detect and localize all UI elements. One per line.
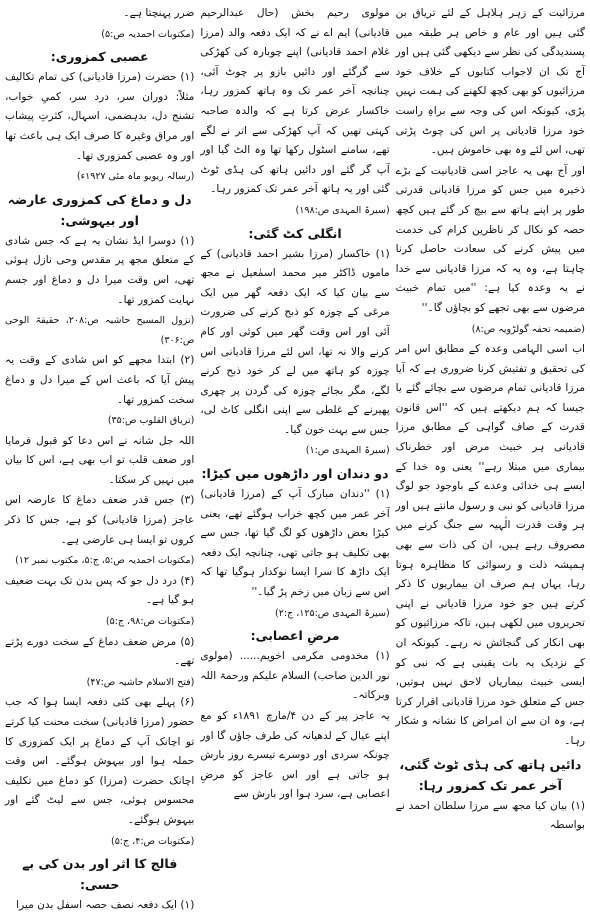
section-heading: فالج کا اثر اور بدن کی بے حسی: [22,856,178,893]
paragraph: (۱) بیان کیا مجھ سے مرزا سلطان احمد نے بواسطہ [395,799,585,832]
paragraph: (۲) ابتدا مجھے کو اس شادی کے وقت یہ پیش آیا کہ باعث اس کے میرا دل و دماغ سخت کمزور تھا۔ [5,354,195,406]
paragraph: (۱) ''دندان مبارک آپ کے (مرزا قادیانی) آخر عمر میں کچھ خراب ہوگئے تھے، یعنی کیڑا بعض داڑھوں کو لگ گیا تھا، جس سے بھی تکلیف ہو جاتی تھی، چنانچہ ایک دفعہ ایک داڑھ کا سرا ایسا نوکدار ہوگیا تھا کہ اس سے زبان میں زخم پڑ گیا۔'' [200,488,390,599]
citation-reference: (سیرۃ المہدی ص:۱۲۵، ج:۲) [275,607,390,619]
section-heading: دائیں ہاتھ کی ہڈی ٹوٹ گئی، آخر عمر تک کمزور رہا: [399,756,582,793]
citation-reference: (نزول المسیح حاشیہ ص:۲۰۸، حقیقۃ الوحی ص:۳۰۶) [5,315,195,346]
paragraph: اللہ جل شانہ نے اس دعا کو قبول فرمایا اور ضعف قلب تو اب بھی ہے، اس کا بیان میں نہیں کر سکتا۔ [5,434,195,486]
paragraph: (۱) حضرت (مرزا قادیانی) کی تمام تکالیف مثلاً: دوران سر، درد سر، کمیِ خواب، تشنج دل، بدہضمی، اسہال، کثرتِ پیشاب اور مراق وغیرہ کا صرف ایک ہی باعث تھا اور وہ عصبی کمزوری تھا۔ [5,71,195,162]
citation-reference: (مکتوبات ص:۹۸، ج:۵) [105,616,195,628]
citation-reference: (فتح الاسلام حاشیہ ص:۴۷) [86,676,195,688]
section-heading: عصبی کمزوری: [50,49,149,65]
citation-reference: (مکتوبات ص:۴، ج:۵) [110,835,195,847]
paragraph: (۴) درد دل جو کہ پس بدن تک بہت ضعیف ہو گیا ہے۔ [5,574,195,607]
paragraph: (۵) مرض ضعف دماغ کے سخت دورے پڑتے تھے۔ [5,635,195,668]
text-column-right [395,4,585,832]
citation-reference: (سیرۃ المہدی ص:۱۹۸) [295,204,390,216]
paragraph: اور آج بھی یہ عاجز اسی قادیانیت کے بڑے ذخیرہ میں جس کو مرزا قادیانی قدرتی طور پر اپنے ہاتھ سے بیچ کر گئے ہیں کچھ حصہ کو نکال کر ناظرین کرام کی خدمت میں پیش کرنے کی سعادت حاصل کرنا چاہتا ہے، وہ یہ کہ مرزا قادیانی سے خدا نے یہ وعدہ کیا ہے: ''میں تمام خبیث مرضوں سے بھی تجھے کو بچاؤں گا۔'' [395,164,585,314]
paragraph: یہ عاجز پیر کے دن ۴/مارچ ۱۸۹۱ء کو مع اپنے عیال کے لدھیانہ کی طرف جاؤں گا اور چونکہ سردی اور دوسرے تیسرے روز بارش ہو جاتی ہے اور اس عاجز کو مرضِ اعصابی ہے، سرد ہوا اور بارش سے [200,710,390,801]
paragraph: ضرر پہنچتا ہے۔ [123,7,195,19]
paragraph: مولوی رحیم بخش (حال عبدالرحیم قادیانی) ایم اے نے کہ ایک دفعہ والد (مرزا غلام احمد قادیانی) اپنے چوبارہ کی کھڑکی سے گرگئے اور دائیں بازو پر چوٹ آئی، چنانچہ آخر عمر تک وہ ہاتھ کمزور رہا، خاکسار عرض کرتا ہے کہ والدہ صاحبہ کہتی تھیں کہ آپ کھڑکی سے اتر نے لگے تھے، سامنے اسٹول رکھا تھا وہ الٹ گیا اور آپ گر گئے اور دائیں ہاتھ کی ہڈی ٹوٹ گئی اور یہ ہاتھ آخر عمر تک کمزور رہا۔ [200,7,390,196]
paragraph: (۱) مخدومی مکرمی اخویم...... (مولوی نور الدین صاحب) السلام علیکم ورحمۃ اللہ وبرکاتہ۔ [200,650,390,702]
section-heading: دو دندان اور داڑھوں میں کیڑا: [201,466,389,482]
paragraph: (۳) جس قدر ضعف دماغ کا عارضہ اس عاجز (مرزا قادیانی) کو ہے، جس کا ذکر کروں تو ایسا ہی عارضی ہے۔ [5,494,195,546]
text-column-left [5,4,195,912]
paragraph: (۱) خاکسار (مرزا بشیر احمد قادیانی) کے ماموں ڈاکٹر میر محمد اسمٰعیل نے مجھ سے بیان کیا کہ ایک دفعہ گھر میں ایک مرغی کے چوزہ کو ذبح کرنے کی ضرورت آئی اور اس وقت گھر میں کوئی اور کام کرنے والا نہ تھا، اس لئے مرزا قادیانی اس چوزہ کو ہاتھ میں لے کر خود ذبح کرنے لگے، مگر بجائے چوزہ کی گردن پر چھری پھیرنے کے غلطی سے اپنی انگلی کاٹ لی، جس سے بہت خون گیا۔ [200,247,390,436]
paragraph: (۱) ایک دفعہ نصف حصہ اسفل بدن میرا [16,899,195,912]
paragraph: اب اسی الہامی وعدہ کے مطابق اس امر کی تحقیق و تفتیش کرنا ضروری ہے کہ آیا مرزا قادیانی تمام مرضوں سے بچائے گئے یا جیسا کہ ہم دیکھتے ہیں کہ ''اس قانون قدرت کے صاف گواہی کے مطابق مرزا قادیانی ہر خبیث مرض اور خطرناک بیماری میں مبتلا رہے'' یعنی وہ خدا کے ایسے ہی خدائی وعدے کے باوجود جو لوگ مرزا قادیانی کو نبی و رسول مانتے ہیں اور ہر وقت قدرت الٰہیہ سے جنگ کرنے میں مصروف رہے ہیں، ان کی ذات سے بھی ہمیشہ ذلت و رسوائی کا مظاہرہ ہوتا رہا، یہاں ہم صرف ان بیماریوں کا ذکر کرتے ہیں جو خود مرزا قادیانی نے اپنی تحریروں میں لکھی ہیں، تاکہ مرزائیوں کو بھی انکار کی گنجائش نہ رہے۔ کیونکہ ان کے نزدیک یہ بات یقینی ہے کہ نبی کو ایسی خبیث بیماریاں لاحق نہیں ہوتیں، جس کے متعلق خود مرزا قادیانی اقرار کرتا ہے، وہ ان سے ان امراض کا نشانہ و شکار رہا۔ [395,343,585,747]
paragraph: مرزائیت کے زہر ہلاہل کے لئے تریاق بن گئی ہیں اور عام و خاص ہر طبقہ میں پسندیدگی کی نظر سے دیکھی گئی ہیں اور آج تک ان لاجواب کتابوں کے خلاف خود مرزائیوں کو بھی کچھ لکھنے کی ہمت نہیں پڑی، کیونکہ اس کی وجہ سے براہِ راست خود مرزا قادیانی پر اس کی چوٹ پڑتی تھی، اس لئے وہ بھی خاموش ہیں۔ [395,7,585,157]
citation-reference: (تریاق القلوب ص:۳۵) [107,415,195,427]
section-heading: مرضِ اعصابی: [250,628,340,644]
citation-reference: (مکتوبات احمدیہ ص:۵، ج:۵، مکتوب نمبر ۱۲) [15,555,195,567]
section-heading: انگلی کٹ گئی: [248,225,342,241]
citation-reference: (ضمیمہ تحفہ گولڑویہ ص:۸) [471,323,585,335]
text-column-middle [200,4,390,801]
citation-reference: (سیرۃ المہدی ص:۱) [305,445,390,457]
citation-reference: (رسالہ ریویو ماہ مئی ۱۹۲۷ء) [76,171,195,183]
citation-reference: (مکتوبات احمدیہ ص:۵) [101,28,195,40]
paragraph: (۱) دوسرا ایڈ نشان یہ ہے کہ جس شادی کے متعلق مجھ پر مقدس وحی نازل ہوئی تھی، اس وقت میرا دل و دماغ اور جسم نہایت کمزور تھا۔ [5,234,195,306]
section-heading: دل و دماغ کی کمزوری عارضہ اور بیہوشی: [7,191,192,228]
paragraph: (۶) پہلے بھی کئی دفعہ ایسا ہوا کہ جب حضور (مرزا قادیانی) سخت محنت کیا کرتے تو اچانک آپ کے دماغ پر ایک کمزوری کا حملہ ہوا اور بیہوش ہوگئے۔ اس وقت اچانک حضرت (مرزا) کو دماغ میں تکلیف محسوس ہوئی، جس سے لیٹ گئے اور بیہوش ہوگئے۔ [5,696,195,826]
